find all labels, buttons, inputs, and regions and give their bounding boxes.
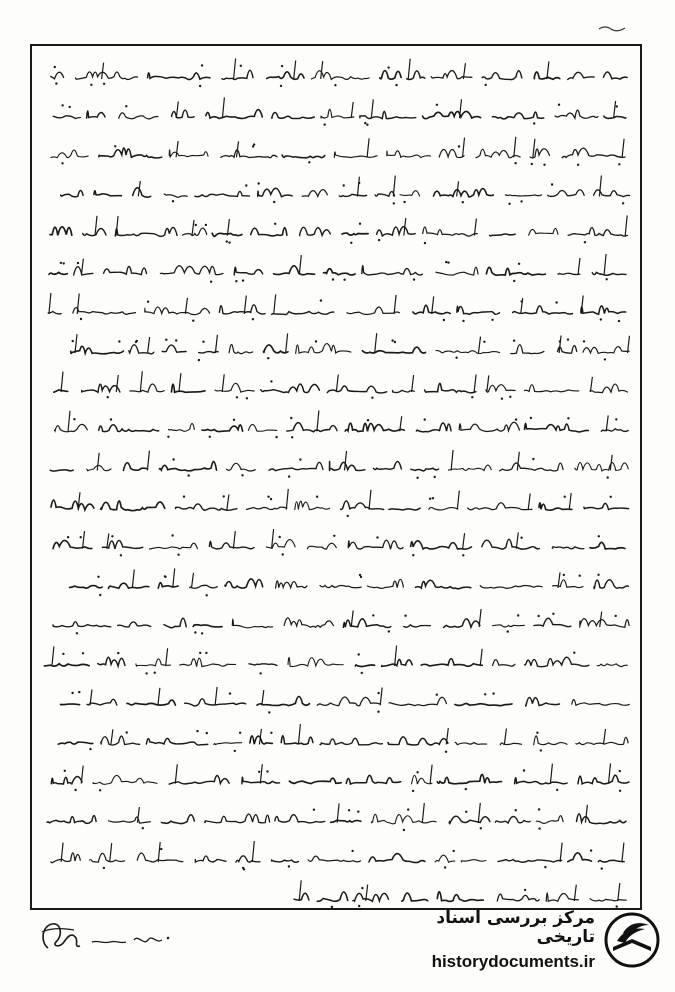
handwritten-line	[49, 254, 626, 283]
handwritten-line	[61, 176, 630, 206]
handwritten-line	[70, 568, 629, 596]
watermark-text	[376, 909, 595, 972]
handwritten-line	[48, 293, 625, 322]
handwritten-line	[51, 763, 629, 792]
handwritten-line	[51, 489, 629, 517]
handwritten-line	[47, 803, 626, 831]
watermark-url: historydocuments.ir	[431, 951, 595, 971]
handwritten-line	[53, 609, 629, 635]
handwritten-line	[51, 59, 627, 88]
handwritten-line	[71, 333, 630, 361]
handwritten-line	[51, 841, 624, 870]
handwritten-line	[58, 724, 628, 753]
watermark	[376, 906, 661, 974]
handwritten-line	[61, 687, 630, 714]
handwritten-line	[54, 371, 628, 400]
handwritten-line	[50, 450, 628, 479]
handwritten-line	[44, 646, 627, 675]
handwritten-line	[51, 137, 625, 166]
signature-icon	[34, 912, 184, 962]
book-emblem-icon	[603, 911, 661, 969]
handwritten-line	[53, 97, 626, 126]
handwritten-line	[55, 411, 629, 439]
handwritten-line	[50, 215, 628, 244]
handwritten-line	[294, 880, 626, 908]
watermark-title: مرکز بررسی اسناد تاریخی	[436, 907, 595, 948]
handwritten-line	[53, 529, 625, 557]
